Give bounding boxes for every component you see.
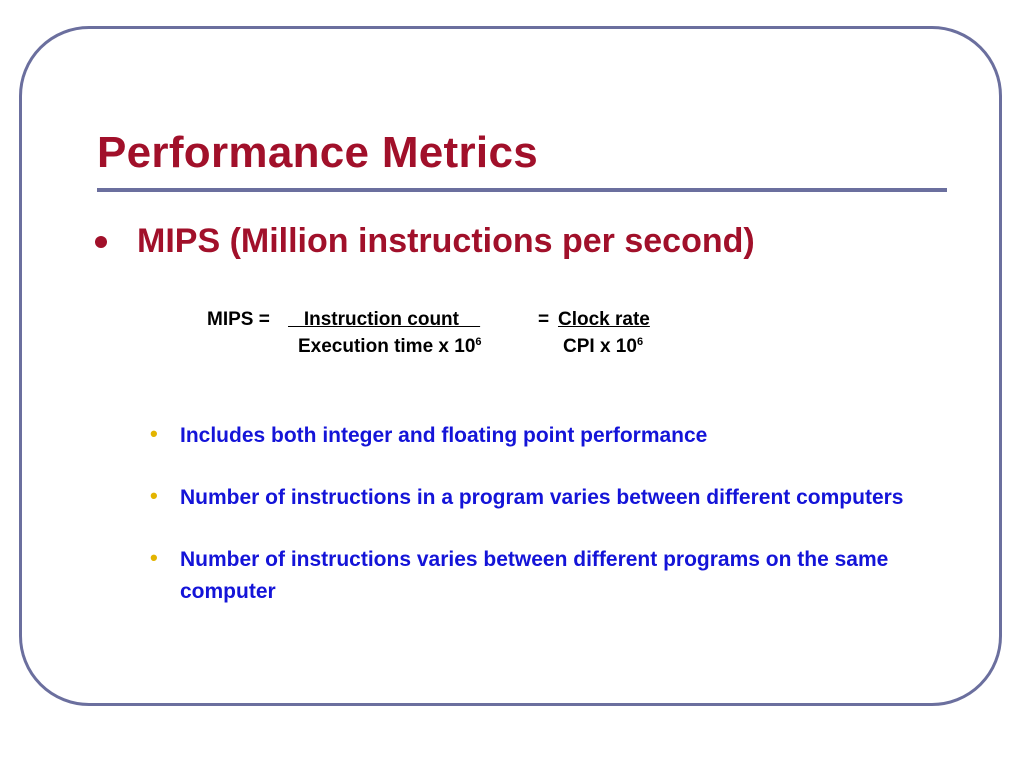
bullet-dot-icon (95, 236, 107, 248)
formula-denominator (298, 336, 482, 358)
formula-denominator-2 (563, 336, 643, 358)
formula-denominator-text: Execution time x 10 (298, 336, 476, 357)
sub-bullet-text: Number of instructions varies between different programs on the same computer (180, 548, 889, 603)
sub-bullet-item (150, 544, 940, 608)
formula-lhs: MIPS = (207, 309, 270, 330)
sub-bullet-text: Number of instructions in a program varies between different computers (180, 486, 904, 509)
formula-denominator-2-exponent: 6 (636, 336, 644, 348)
slide-title: Performance Metrics (97, 128, 538, 177)
sub-bullet-dot-icon: • (150, 545, 158, 570)
title-divider (97, 188, 947, 192)
sub-bullet-item (150, 482, 940, 514)
formula-equals: = (538, 309, 550, 330)
sub-bullet-item (150, 420, 940, 452)
main-bullet (95, 222, 755, 261)
formula-numerator: Instruction count (288, 309, 481, 330)
formula-denominator-2-text: CPI x 10 (563, 336, 637, 357)
formula-numerator-2: Clock rate (558, 309, 650, 330)
sub-bullet-list (150, 420, 940, 608)
sub-bullet-dot-icon: • (150, 421, 158, 446)
sub-bullet-text: Includes both integer and floating point performance (180, 424, 708, 447)
formula-denominator-exponent: 6 (475, 336, 482, 348)
sub-bullet-dot-icon: • (150, 483, 158, 508)
main-bullet-text: MIPS (Million instructions per second) (137, 222, 755, 260)
